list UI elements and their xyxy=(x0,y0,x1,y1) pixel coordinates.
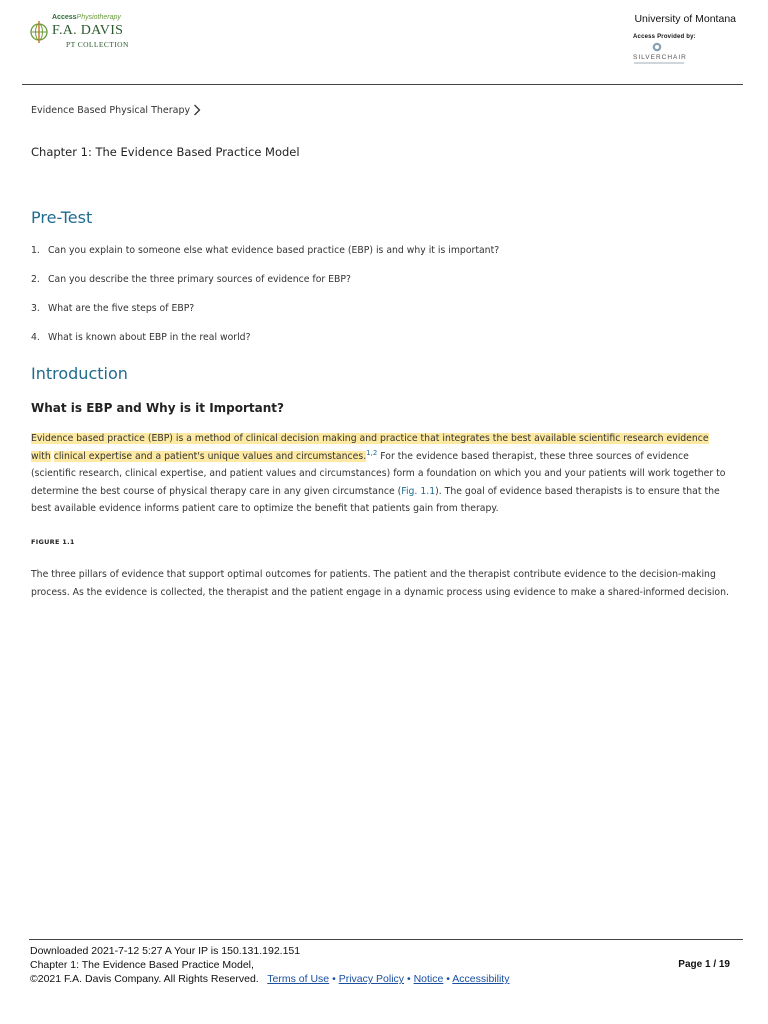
logo-collection: PT COLLECTION xyxy=(66,40,129,49)
citation-link[interactable]: 1,2 xyxy=(366,448,378,457)
pretest-list xyxy=(31,245,499,361)
accessibility-link[interactable]: Accessibility xyxy=(452,973,510,985)
fa-davis-logo[interactable] xyxy=(30,14,130,52)
provider-tagline xyxy=(634,62,684,64)
figure-link[interactable]: Fig. 1.1 xyxy=(401,485,436,497)
introduction-heading: Introduction xyxy=(31,364,128,383)
figure-label: FIGURE 1.1 xyxy=(31,538,75,546)
highlighted-text: clinical expertise and a patient's unique values and circumstances. xyxy=(53,450,367,462)
header-divider xyxy=(22,84,743,85)
list-item: 2. Can you describe the three primary sources of evidence for EBP? xyxy=(31,274,351,285)
list-item: 3. What are the five steps of EBP? xyxy=(31,303,195,314)
breadcrumb[interactable] xyxy=(31,104,201,116)
pretest-heading: Pre-Test xyxy=(31,208,93,227)
silverchair-logo-icon xyxy=(652,42,662,52)
logo-access-text: AccessPhysiotherapy xyxy=(52,14,121,21)
page-number: Page 1 / 19 xyxy=(678,959,730,970)
logo-brand: F.A. DAVIS xyxy=(52,23,124,38)
chevron-right-icon xyxy=(193,104,201,116)
footer-divider xyxy=(29,939,743,940)
list-item: 4. What is known about EBP in the real world? xyxy=(31,332,251,343)
breadcrumb-book-link[interactable]: Evidence Based Physical Therapy xyxy=(31,104,191,116)
footer-copyright-line xyxy=(30,973,509,985)
list-item: 1. Can you explain to someone else what evidence based practice (EBP) is and why it is important? xyxy=(31,245,500,256)
notice-link[interactable]: Notice xyxy=(413,973,444,985)
institution-name: University of Montana xyxy=(634,13,736,25)
highlighted-text: Evidence based practice (EBP) is a method of clinical decision making and practice that integrates the best available scientific research evidence with xyxy=(31,433,709,462)
separator-dot: • xyxy=(446,973,450,985)
privacy-policy-link[interactable]: Privacy Policy xyxy=(338,973,405,985)
provider-name: SILVERCHAIR xyxy=(633,54,687,61)
access-provided-by: Access Provided by: xyxy=(633,34,696,40)
terms-of-use-link[interactable]: Terms of Use xyxy=(267,973,330,985)
figure-caption: The three pillars of evidence that support optimal outcomes for patients. The patient and the therapist contribute evidence to the decision-making process. As the evidence is collected, the therapist and the patient engage in a dynamic process using evidence to make a shared-informed decision. xyxy=(31,569,729,598)
separator-dot: • xyxy=(332,973,336,985)
copyright-text: ©2021 F.A. Davis Company. All Rights Reserved. xyxy=(30,973,259,985)
chapter-title: Chapter 1: The Evidence Based Practice Model xyxy=(31,145,300,159)
globe-icon xyxy=(30,20,48,44)
section-subheading: What is EBP and Why is it Important? xyxy=(31,401,284,415)
footer-chapter: Chapter 1: The Evidence Based Practice Model, xyxy=(30,959,254,971)
separator-dot: • xyxy=(406,973,411,985)
download-info: Downloaded 2021-7-12 5:27 A Your IP is 150.131.192.151 xyxy=(30,945,301,957)
intro-paragraph: Evidence based practice (EBP) is a method of clinical decision making and practice that integrates the best available scientific research evidence with clinical expertise and a patient's unique values and circumstances.$^{1,2}$ For the evidence based therapist, these three sources of evidence (scientific research, clinical expertise, and patient values and circumstances) form a foundation on which you and your patients will work together to determine the best course of physical therapy care in any given circumstance (Fig. 1.1). The goal of evidence based therapists is to ensure that the best available evidence informs patient care to optimize the benefit that patients gain from therapy. xyxy=(31,433,726,515)
